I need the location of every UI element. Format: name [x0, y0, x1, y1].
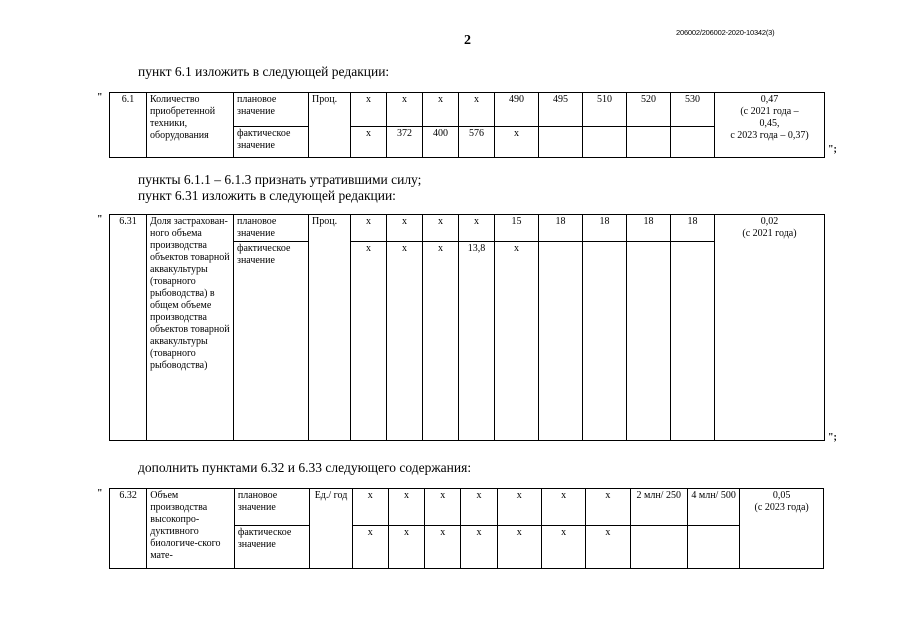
plan-value: х: [541, 489, 585, 526]
weight-note: (с 2023 года): [754, 502, 809, 513]
fact-value: х: [352, 526, 388, 569]
fact-value: 400: [423, 127, 459, 158]
plan-value: х: [352, 489, 388, 526]
instruction-repeal: пункты 6.1.1 – 6.1.3 признать утратившими силу;: [138, 172, 422, 187]
empty-cell: [687, 526, 739, 569]
plan-value: х: [497, 489, 541, 526]
fact-value: 13,8: [459, 242, 495, 441]
fact-value: х: [586, 526, 630, 569]
empty-cell: [671, 127, 715, 158]
empty-cell: [627, 242, 671, 441]
unit: Проц.: [309, 215, 351, 441]
instruction-point-6-1: пункт 6.1 изложить в следующей редакции:: [138, 64, 390, 79]
plan-value: х: [461, 489, 497, 526]
table-row-plan: [110, 489, 824, 526]
plan-value: 18: [627, 215, 671, 242]
fact-label: фактическое значение: [234, 526, 310, 569]
plan-value: х: [423, 215, 459, 242]
plan-value: 18: [671, 215, 715, 242]
instruction-add-points: дополнить пунктами 6.32 и 6.33 следующего содержания:: [138, 460, 472, 475]
plan-value: 530: [671, 93, 715, 127]
plan-value: х: [459, 93, 495, 127]
plan-value: 510: [583, 93, 627, 127]
fact-value: х: [351, 242, 387, 441]
fact-label: фактическое значение: [234, 242, 309, 441]
page-number: 2: [464, 33, 471, 48]
open-quote-mark: ": [97, 488, 103, 499]
close-quote-mark: ";: [828, 432, 837, 443]
plan-value: х: [387, 93, 423, 127]
fact-value: х: [541, 526, 585, 569]
indicator-name: Количество приобретенной техники, оборудования: [147, 93, 234, 158]
plan-value: х: [387, 215, 423, 242]
plan-value: х: [388, 489, 424, 526]
weight-cell: [715, 93, 825, 158]
fact-value: х: [495, 127, 539, 158]
fact-value: х: [425, 526, 461, 569]
plan-label: плановое значение: [234, 215, 309, 242]
close-quote-mark: ";: [828, 144, 837, 155]
empty-cell: [539, 242, 583, 441]
plan-label: плановое значение: [234, 93, 309, 127]
empty-cell: [583, 127, 627, 158]
fact-value: х: [351, 127, 387, 158]
indicator-name: Объем производства высокопро-дуктивного биологиче-ского мате-: [147, 489, 235, 569]
point-number: 6.1: [110, 93, 147, 158]
fact-value: х: [461, 526, 497, 569]
table-6-31: [109, 214, 825, 441]
indicator-name: Доля застрахован-ного объема производства объектов товарной аквакультуры (товарного рыбоводства) в общем объеме производства объектов товарной аквакультуры (товарного рыбоводства): [147, 215, 234, 441]
empty-cell: [630, 526, 687, 569]
weight-cell: [740, 489, 824, 569]
plan-value: х: [351, 93, 387, 127]
plan-value: х: [423, 93, 459, 127]
empty-cell: [627, 127, 671, 158]
plan-value: 15: [495, 215, 539, 242]
plan-value: 18: [539, 215, 583, 242]
fact-value: 576: [459, 127, 495, 158]
weight-note: 0,45,: [759, 118, 780, 129]
table-6-1: [109, 92, 825, 158]
unit: Ед./ год: [310, 489, 352, 569]
plan-value: х: [425, 489, 461, 526]
empty-cell: [671, 242, 715, 441]
plan-label: плановое значение: [234, 489, 310, 526]
fact-value: х: [497, 526, 541, 569]
weight-value: 0,47: [760, 94, 779, 105]
weight-note: с 2023 года – 0,37): [730, 130, 809, 141]
fact-value: х: [423, 242, 459, 441]
unit: Проц.: [309, 93, 351, 158]
fact-value: х: [495, 242, 539, 441]
open-quote-mark: ": [97, 214, 103, 225]
weight-cell: [715, 215, 825, 441]
instruction-point-6-31: пункт 6.31 изложить в следующей редакции:: [138, 188, 396, 203]
plan-value: 495: [539, 93, 583, 127]
fact-label: фактическое значение: [234, 127, 309, 158]
weight-value: 0,05: [772, 490, 791, 501]
plan-value: х: [351, 215, 387, 242]
plan-value: 4 млн/ 500: [687, 489, 739, 526]
plan-value: 2 млн/ 250: [630, 489, 687, 526]
fact-value: 372: [387, 127, 423, 158]
table-row-plan: [110, 215, 825, 242]
point-number: 6.32: [110, 489, 147, 569]
empty-cell: [583, 242, 627, 441]
fact-value: х: [387, 242, 423, 441]
document-id: 206002/206002-2020-10342(3): [676, 28, 775, 37]
plan-value: 490: [495, 93, 539, 127]
weight-note: (с 2021 года –: [740, 106, 799, 117]
plan-value: х: [586, 489, 630, 526]
plan-value: х: [459, 215, 495, 242]
plan-value: 520: [627, 93, 671, 127]
empty-cell: [539, 127, 583, 158]
point-number: 6.31: [110, 215, 147, 441]
fact-value: х: [388, 526, 424, 569]
table-6-32: [109, 488, 824, 569]
table-row-plan: [110, 93, 825, 127]
weight-value: 0,02: [760, 216, 779, 227]
weight-note: (с 2021 года): [742, 228, 797, 239]
open-quote-mark: ": [97, 92, 103, 103]
plan-value: 18: [583, 215, 627, 242]
